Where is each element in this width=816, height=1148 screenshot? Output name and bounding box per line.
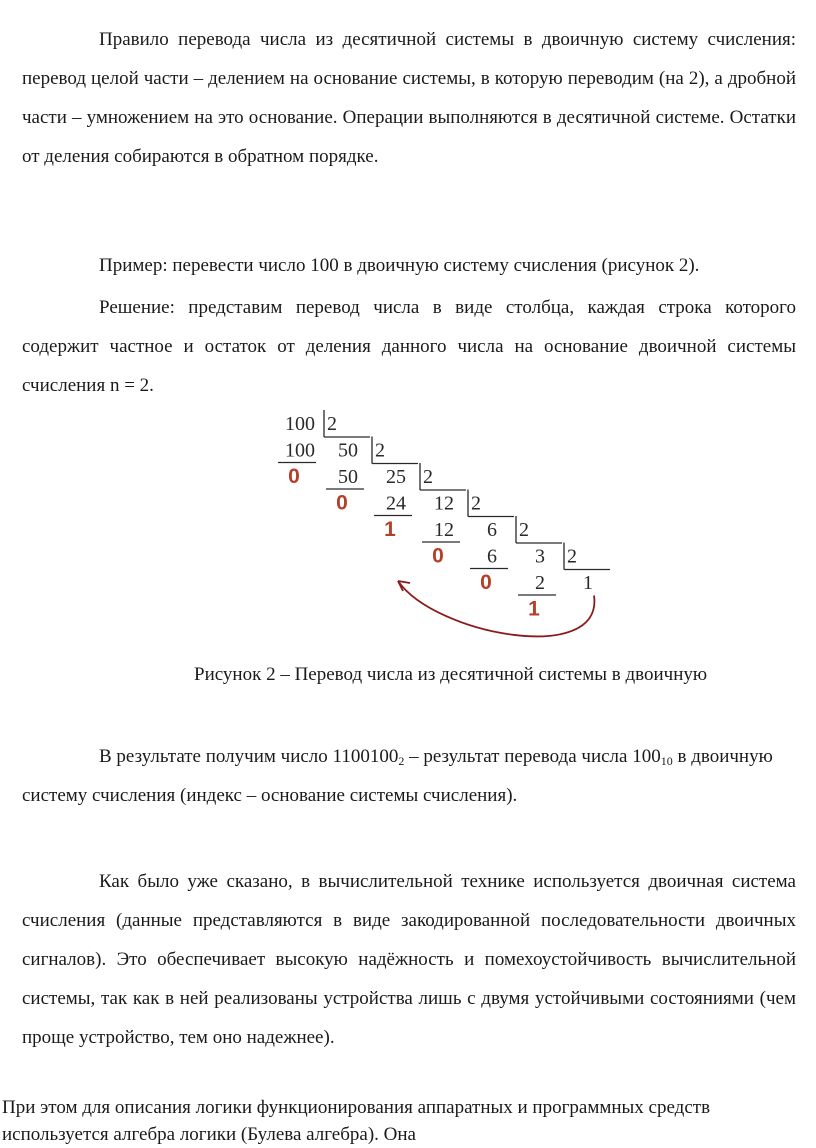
dividend: 100 bbox=[285, 413, 315, 435]
result-subscript-2: 2 bbox=[398, 754, 405, 768]
divisor-3-divisor: 2 bbox=[471, 492, 481, 515]
result-paragraph bbox=[22, 737, 796, 815]
division-figure bbox=[260, 400, 640, 650]
binary-paragraph: Как было уже сказано, в вычислительной технике используется двоичная система счисления (данные представляются в виде закодированной последовательности двоичных сигналов). Это обеспечивает высокую надёжность и помехоустойчивость вычислительной системы, так как в ней реализованы устройства лишь с двумя устойчивыми состояниями (чем проще устройство, тем оно надежнее). bbox=[22, 871, 796, 1048]
step-1-remainder: 0 bbox=[336, 491, 348, 515]
example-paragraph: Пример: перевести число 100 в двоичную систему счисления (рисунок 2). bbox=[99, 255, 700, 276]
divisor-1-divisor: 2 bbox=[375, 439, 385, 462]
solution-paragraph: Решение: представим перевод числа в виде столбца, каждая строка которого содержит частное и остаток от деления данного числа на основание двоичной системы счисления n = 2. bbox=[22, 297, 796, 396]
rule-paragraph: Правило перевода числа из десятичной системы в двоичную систему счисления: перевод целой части – делением на основание системы, в которую переводим (на 2), а дробной части – умножением на это основание. Операции выполняются в десятичной системе. Остатки от деления собираются в обратном порядке. bbox=[22, 29, 796, 167]
step-1-product: 50 bbox=[338, 466, 358, 488]
step-2-quotient: 12 bbox=[434, 492, 454, 515]
result-text-2: – результат перевода числа 100 bbox=[404, 746, 661, 767]
step-0-quotient: 50 bbox=[338, 439, 358, 462]
step-5-remainder: 1 bbox=[528, 597, 540, 621]
step-1-quotient: 25 bbox=[386, 466, 406, 488]
step-2-product: 24 bbox=[386, 492, 406, 515]
step-3-quotient: 6 bbox=[487, 519, 497, 541]
divisor-4-divisor: 2 bbox=[519, 519, 529, 541]
step-5-quotient: 1 bbox=[583, 572, 593, 594]
read-direction-arrow bbox=[398, 581, 594, 636]
divisor-5-divisor: 2 bbox=[567, 545, 577, 568]
boolean-paragraph: При этом для описания логики функционирования аппаратных и программных средств используется алгебра логики (Булева алгебра). Она bbox=[2, 1097, 711, 1145]
step-0-product: 100 bbox=[285, 439, 315, 462]
step-3-remainder: 0 bbox=[432, 544, 444, 568]
figure-caption: Рисунок 2 – Перевод числа из десятичной системы в двоичную bbox=[194, 664, 708, 685]
divisor-2-divisor: 2 bbox=[423, 466, 433, 488]
divisor-0-divisor: 2 bbox=[327, 413, 337, 435]
step-2-remainder: 1 bbox=[384, 518, 396, 541]
result-subscript-10: 10 bbox=[660, 754, 673, 768]
step-5-product: 2 bbox=[535, 572, 545, 594]
step-4-quotient: 3 bbox=[535, 545, 545, 568]
division-diagram bbox=[260, 400, 640, 650]
step-4-remainder: 0 bbox=[480, 571, 492, 594]
step-0-remainder: 0 bbox=[288, 465, 300, 488]
step-3-product: 12 bbox=[434, 519, 454, 541]
result-text-1: В результате получим число 1100100 bbox=[99, 746, 399, 767]
result-text-3: в двоичную систему счисления (индекс – основание системы счисления). bbox=[22, 746, 773, 806]
step-4-product: 6 bbox=[487, 545, 497, 568]
